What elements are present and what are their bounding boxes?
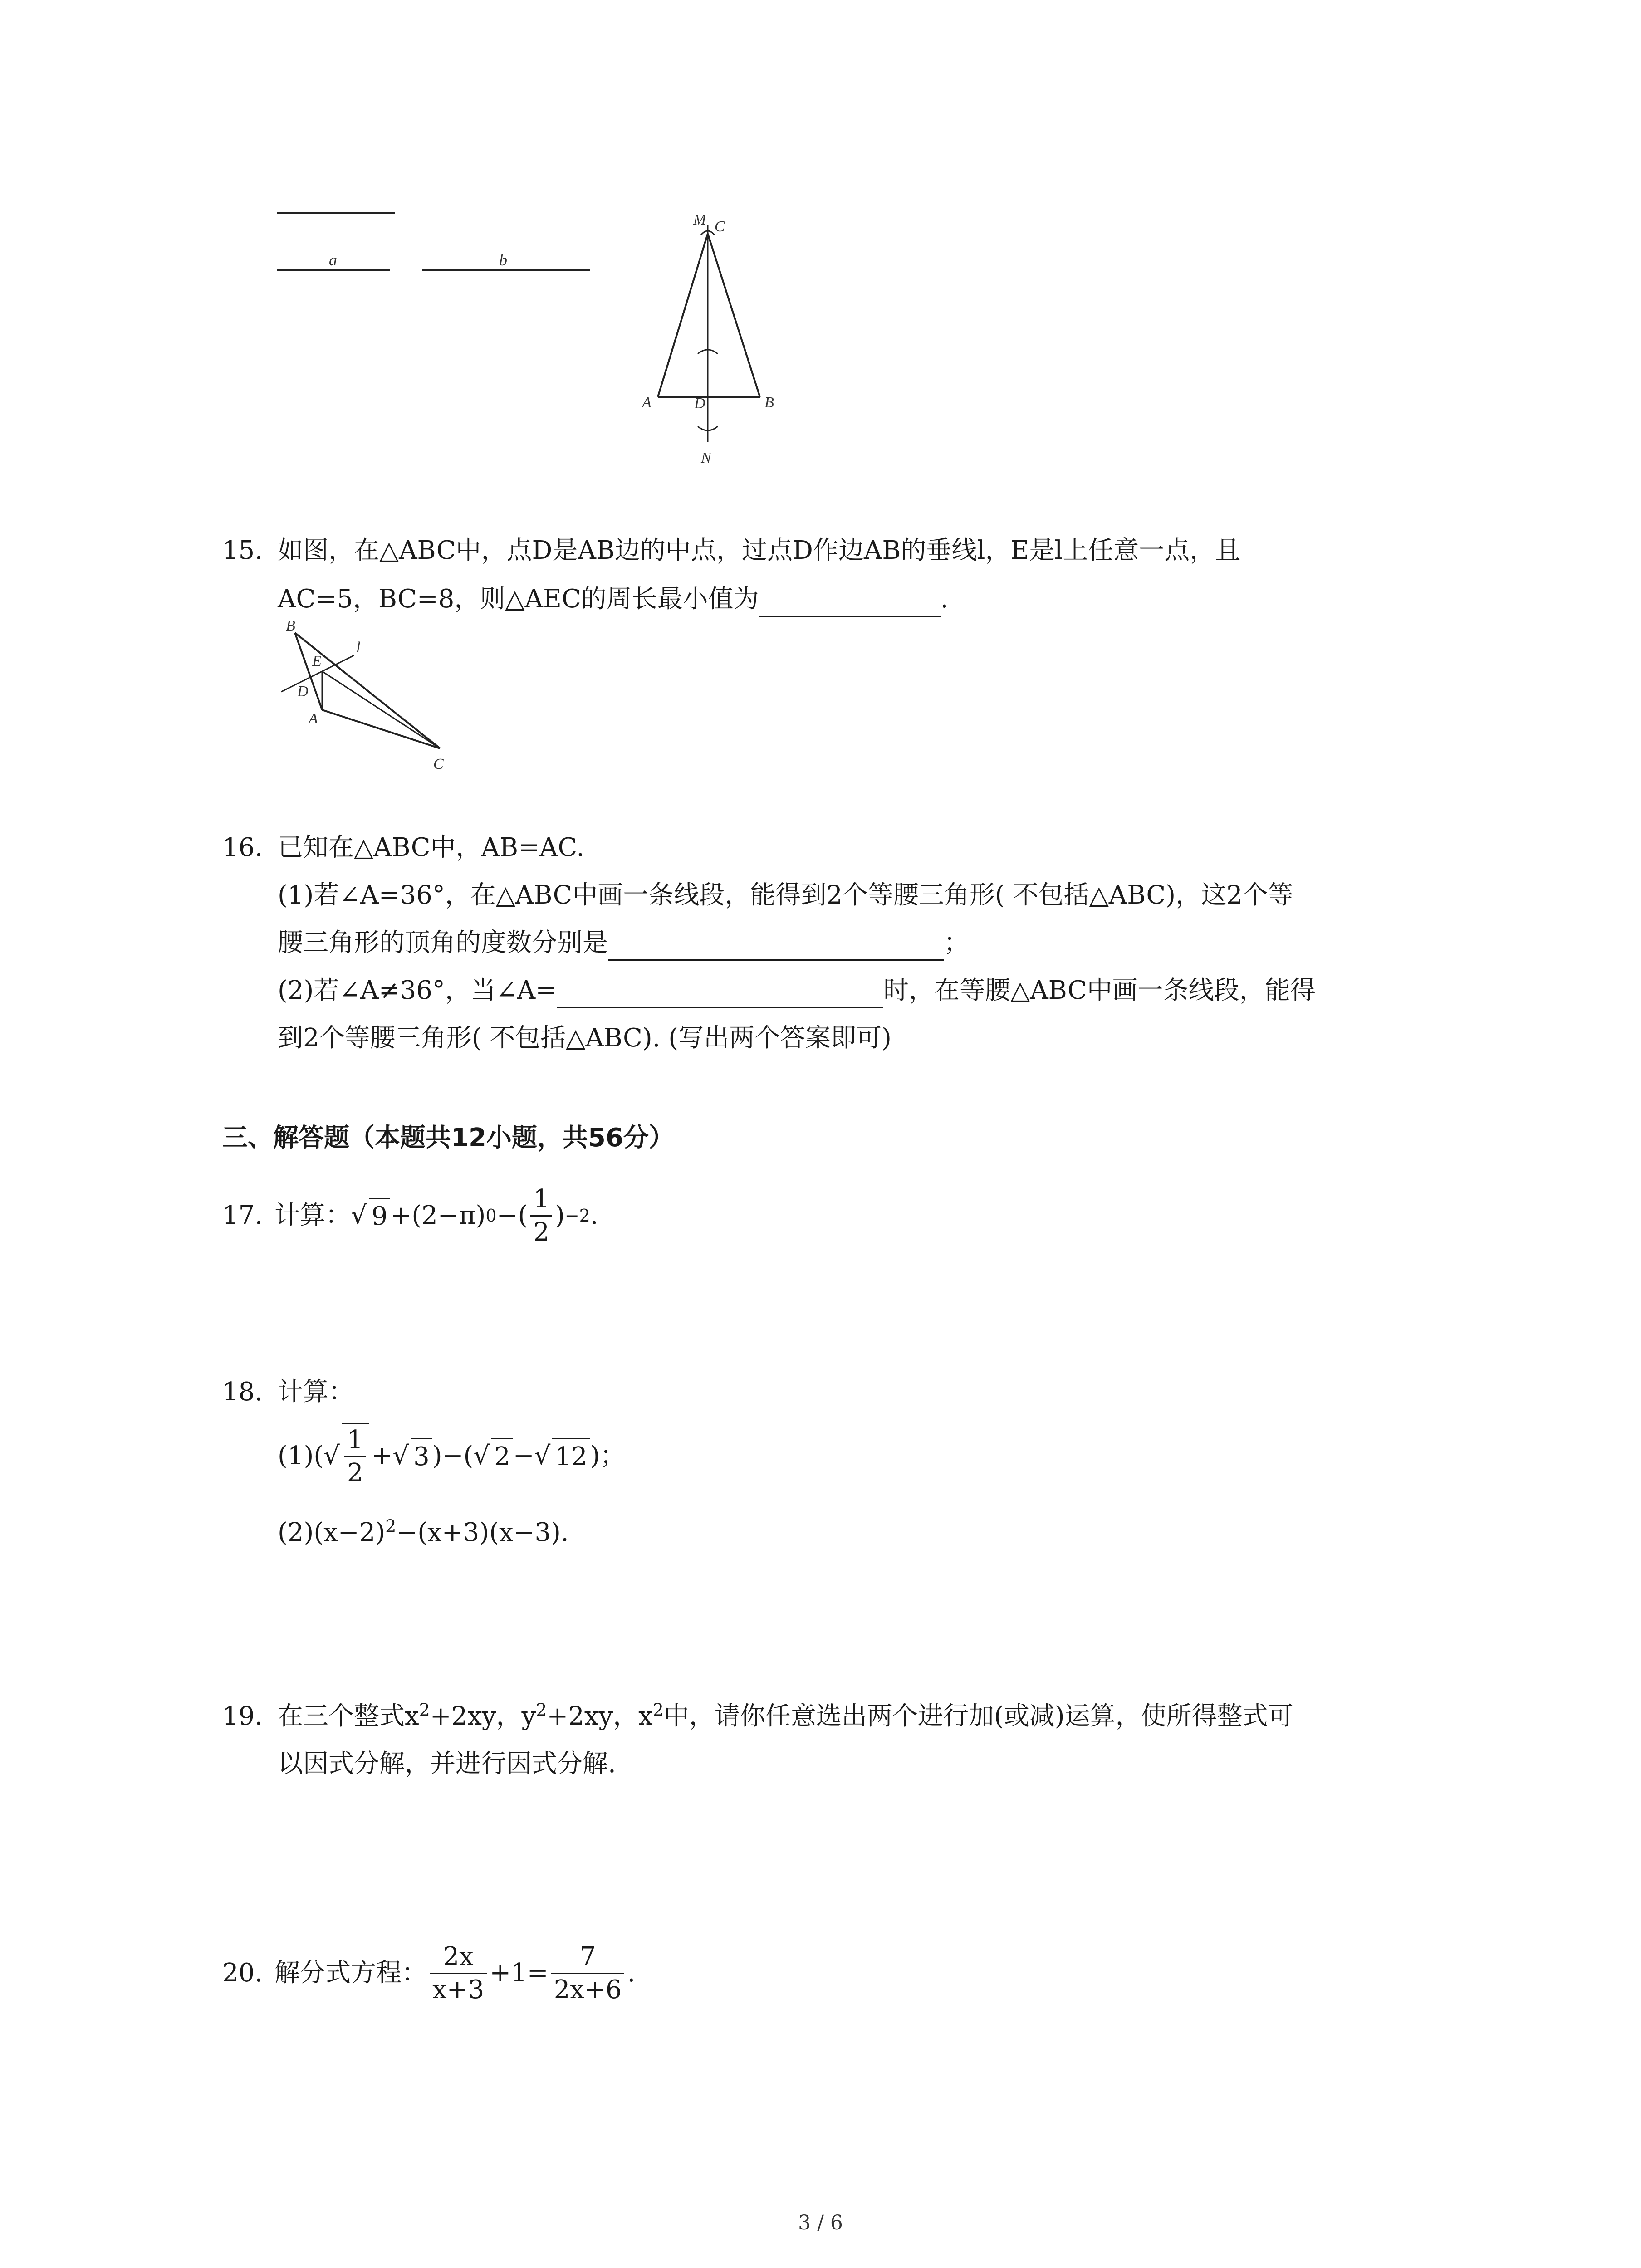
sqrt-symbol: √ xyxy=(351,1201,367,1230)
label-d: D xyxy=(694,395,705,412)
q16-line2: (1)若∠A=36°，在△ABC中画一条线段，能得到2个等腰三角形( 不包括△ABC)，这2个等 xyxy=(278,880,1293,910)
q20-end: . xyxy=(627,1958,636,1988)
label-n: N xyxy=(701,450,711,466)
label-b: B xyxy=(764,394,774,411)
q19-sup1: 2 xyxy=(419,1700,430,1720)
fig15-label-a: A xyxy=(309,710,318,727)
q17-end: . xyxy=(590,1201,598,1230)
q17-radicand: 9 xyxy=(369,1198,391,1234)
q20-fraction-1 xyxy=(430,1941,487,2006)
segment-bc xyxy=(295,633,440,748)
q17-frac-num: 1 xyxy=(530,1183,552,1217)
q18-p1-mid: )−( xyxy=(432,1441,474,1471)
q15-answer-blank[interactable] xyxy=(759,587,941,617)
sqrt-symbol: √ xyxy=(392,1441,409,1471)
q19-line1 xyxy=(278,1699,1293,1734)
fig15-label-e: E xyxy=(312,653,322,670)
q17-frac-den: 2 xyxy=(533,1217,549,1247)
q20-f1-den: x+3 xyxy=(432,1975,485,2004)
page-number: 3 / 6 xyxy=(798,2211,843,2234)
q15-line2-end: . xyxy=(940,584,949,614)
q15-figure-svg xyxy=(272,612,463,776)
q16-line4-end: 时，在等腰△ABC中画一条线段，能得 xyxy=(883,976,1316,1005)
q17-part3: −( xyxy=(496,1201,528,1230)
triangle-side-ac xyxy=(658,234,708,397)
label-c: C xyxy=(715,218,725,235)
q19-sup3: 2 xyxy=(652,1700,664,1720)
sqrt-symbol: √ xyxy=(473,1441,490,1471)
q16-line1: 已知在△ABC中，AB=AC. xyxy=(278,833,585,862)
label-a: A xyxy=(642,394,652,411)
q19-sup2: 2 xyxy=(536,1700,547,1720)
q19-text-b: +2xy，y xyxy=(430,1701,536,1731)
q18-p1-end: )； xyxy=(590,1441,626,1471)
q17-part2: +(2−π) xyxy=(390,1201,486,1230)
q18-label: 计算： xyxy=(278,1377,354,1407)
fig15-label-d: D xyxy=(297,683,309,700)
q20-number: 20. xyxy=(222,1958,263,1988)
q16-line3-end: ； xyxy=(944,928,969,958)
q19-text-d: 中，请你任意选出两个进行加(或减)运算，使所得整式可 xyxy=(663,1701,1293,1731)
q17-line: 17. 计算： √ 9 +(2−π) 0 −( $\frac{1}{2}$ ) −2 . xyxy=(222,1170,598,1261)
q18-p1-frac-num: 1 xyxy=(344,1424,366,1457)
q20-fraction-2 xyxy=(551,1941,625,2006)
q20-f2-den: 2x+6 xyxy=(554,1975,622,2004)
q20-mid: +1= xyxy=(490,1958,549,1988)
q17-fraction xyxy=(530,1183,552,1248)
fig15-label-l: l xyxy=(356,639,361,656)
q18-p1-r2: 2 xyxy=(491,1438,513,1475)
segment-b-label: b xyxy=(499,251,507,269)
q18-p1-plus: + xyxy=(371,1441,393,1471)
q19-line2: 以因式分解，并进行因式分解. xyxy=(278,1749,616,1779)
sqrt-symbol: √ xyxy=(534,1441,551,1471)
q15-number: 15. xyxy=(222,536,263,565)
q16-answer-blank-2[interactable] xyxy=(557,979,883,1008)
q16-number: 16. xyxy=(222,833,263,862)
section3-title: 三、解答题（本题共12小题，共56分） xyxy=(222,1123,674,1153)
fig15-label-c: C xyxy=(433,756,444,772)
fig15-label-b: B xyxy=(286,617,295,634)
q18-number: 18. xyxy=(222,1377,263,1407)
construction-figure-svg xyxy=(272,200,817,481)
q18-part2 xyxy=(278,1515,569,1550)
q15-line1: 如图，在△ABC中，点D是AB边的中点，过点D作边AB的垂线l，E是l上任意一点，且 xyxy=(278,536,1241,565)
q18-p1-prefix: (1)( xyxy=(278,1441,324,1471)
q18-p1-minus: − xyxy=(513,1441,534,1471)
q16-line4-text: (2)若∠A≠36°，当∠A= xyxy=(278,976,557,1005)
q17-label: 计算： xyxy=(274,1201,351,1230)
sqrt-symbol: √ xyxy=(323,1441,340,1471)
q18-p1-frac-den: 2 xyxy=(347,1458,363,1488)
q16-line3-text: 腰三角形的顶角的度数分别是 xyxy=(278,928,608,958)
q16-line4 xyxy=(278,973,1316,1008)
q16-answer-blank-1[interactable] xyxy=(608,931,944,961)
q16-line5: 到2个等腰三角形( 不包括△ABC). (写出两个答案即可) xyxy=(278,1023,892,1053)
q18-p1-r12: 12 xyxy=(552,1438,590,1475)
q19-text-c: +2xy，x xyxy=(547,1701,653,1731)
q18-p1-fraction xyxy=(342,1423,369,1489)
q18-part1 xyxy=(278,1411,625,1501)
q18-p1-r3: 3 xyxy=(411,1438,432,1475)
label-m: M xyxy=(693,211,706,228)
segment-ac xyxy=(322,710,440,748)
q20-f1-num: 2x xyxy=(430,1941,487,1974)
triangle-side-bc xyxy=(708,234,760,397)
q18-p2-a: (2)(x−2) xyxy=(278,1518,386,1547)
segment-a-label: a xyxy=(329,251,337,269)
q19-text-a: 在三个整式x xyxy=(278,1701,419,1731)
q20-f2-num: 7 xyxy=(551,1941,625,1974)
q18-p2-exp: 2 xyxy=(385,1516,397,1536)
q19-number: 19. xyxy=(222,1701,263,1731)
q18-p2-b: −(x+3)(x−3). xyxy=(396,1518,569,1547)
q17-part4: ) xyxy=(554,1201,565,1230)
q16-line3 xyxy=(278,925,969,961)
q20-label: 解分式方程： xyxy=(274,1958,427,1988)
q15-figure xyxy=(272,612,463,776)
construction-figure xyxy=(272,200,817,481)
q15-line2 xyxy=(278,582,948,617)
q20-line xyxy=(222,1928,635,2019)
q15-line2-text: AC=5，BC=8，则△AEC的周长最小值为 xyxy=(278,584,759,614)
segment-ec xyxy=(322,671,440,748)
q17-number: 17. xyxy=(222,1201,263,1230)
